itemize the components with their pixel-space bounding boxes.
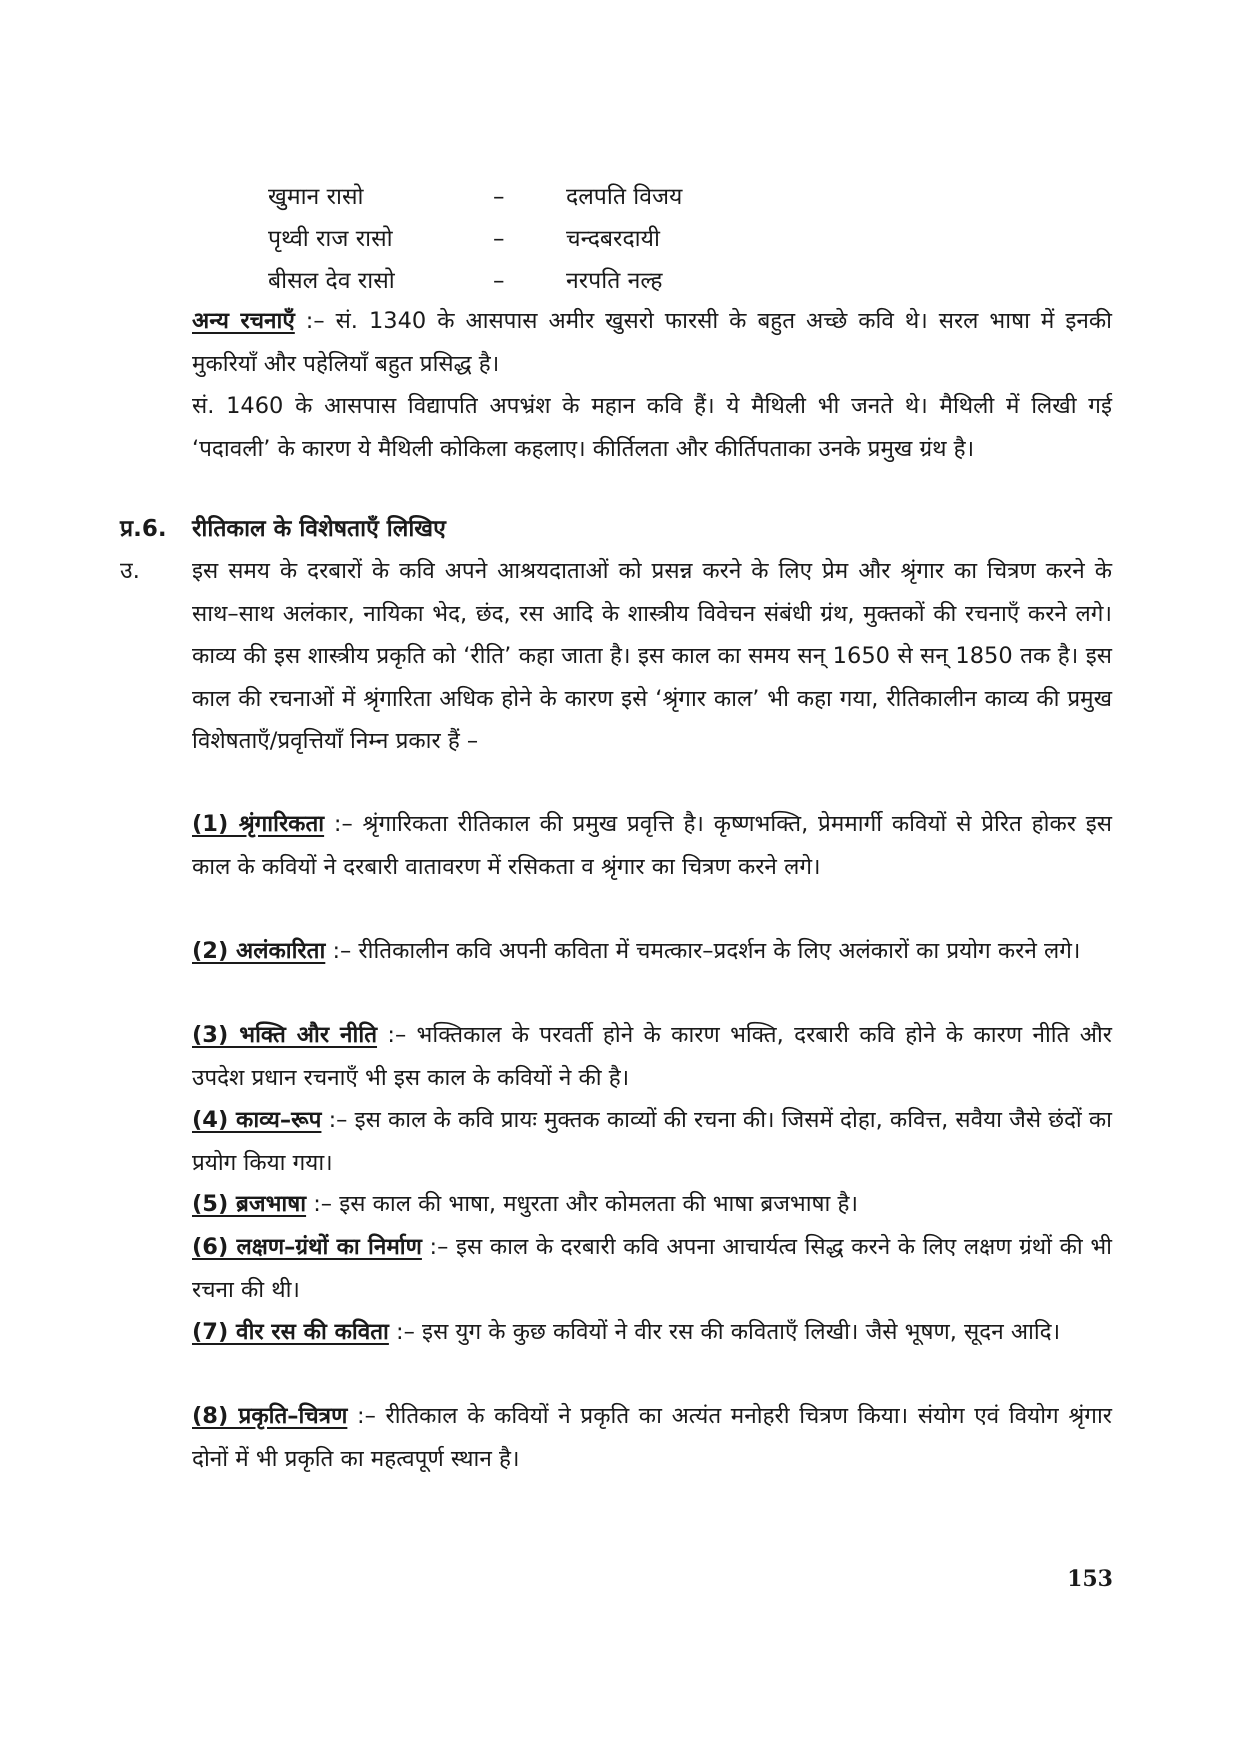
feature-heading: (1) श्रृंगारिकता — [192, 811, 325, 837]
section-heading: अन्य रचनाएँ — [192, 308, 295, 334]
feature-text: :– इस काल के कवि प्रायः मुक्तक काव्यों की रचना की। जिसमें दोहा, कवित्त, सवैया जैसे छंदों का प्रयोग किया गया। — [192, 1107, 1113, 1176]
feature-item — [192, 1014, 1112, 1099]
work-title: बीसल देव रासो — [268, 268, 395, 294]
feature-item — [192, 930, 1112, 973]
other-works-paragraph — [192, 300, 1112, 385]
dash-separator: – — [493, 226, 505, 252]
feature-item — [192, 1183, 1112, 1226]
poet-name: दलपति विजय — [566, 184, 683, 210]
page-number: 153 — [1067, 1566, 1113, 1592]
feature-item — [192, 803, 1112, 888]
feature-heading: (2) अलंकारिता — [192, 938, 326, 964]
feature-heading: (5) ब्रजभाषा — [192, 1191, 307, 1217]
list-item — [268, 260, 868, 302]
feature-heading: (8) प्रकृति–चित्रण — [192, 1403, 348, 1429]
list-item — [268, 176, 868, 218]
work-title: खुमान रासो — [268, 184, 364, 210]
feature-item — [192, 1311, 1112, 1354]
feature-heading: (6) लक्षण–ग्रंथों का निर्माण — [192, 1234, 422, 1260]
feature-text: :– इस काल के दरबारी कवि अपना आचार्यत्व सिद्ध करने के लिए लक्षण ग्रंथों की भी रचना की थी। — [192, 1234, 1113, 1303]
dash-separator: – — [493, 184, 505, 210]
question-label: प्र.6. — [120, 516, 167, 542]
feature-item — [192, 1226, 1112, 1311]
answer-intro — [192, 550, 1112, 763]
feature-text: :– रीतिकालीन कवि अपनी कविता में चमत्कार–प्रदर्शन के लिए अलंकारों का प्रयोग करने लगे। — [325, 938, 1081, 964]
feature-item — [192, 1395, 1112, 1480]
answer-label: उ. — [120, 558, 140, 584]
feature-heading: (7) वीर रस की कविता — [192, 1319, 389, 1345]
feature-text: :– श्रृंगारिकता रीतिकाल की प्रमुख प्रवृत्ति है। कृष्णभक्ति, प्रेममार्गी कवियों से प्रेरित होकर इस काल के कवियों ने दरबारी वातावरण में रसिकता व श्रृंगार का चित्रण करने लगे। — [192, 811, 1112, 880]
paragraph-text: सं. 1460 के आसपास विद्यापति अपभ्रंश के महान कवि हैं। ये मैथिली भी जनते थे। मैथिली में लिखी गई ‘पदावली’ के कारण ये मैथिली कोकिला कहलाए। कीर्तिलता और कीर्तिपताका उनके प्रमुख ग्रंथ है। — [192, 393, 1112, 462]
feature-text: :– इस काल की भाषा, मधुरता और कोमलता की भाषा ब्रजभाषा है। — [306, 1191, 859, 1217]
paragraph-text: :– सं. 1340 के आसपास अमीर खुसरो फारसी के बहुत अच्छे कवि थे। सरल भाषा में इनकी मुकरियाँ और पहेलियाँ बहुत प्रसिद्ध है। — [192, 308, 1112, 377]
feature-text: :– इस युग के कुछ कवियों ने वीर रस की कविताएँ लिखी। जैसे भूषण, सूदन आदि। — [388, 1319, 1061, 1345]
feature-item — [192, 1099, 1112, 1184]
feature-text: :– भक्तिकाल के परवर्ती होने के कारण भक्ति, दरबारी कवि होने के कारण नीति और उपदेश प्रधान रचनाएँ भी इस काल के कवियों ने की है। — [192, 1022, 1112, 1091]
poet-name: नरपति नल्ह — [566, 268, 663, 294]
raso-author-list — [268, 176, 868, 302]
feature-heading: (3) भक्ति और नीति — [192, 1022, 378, 1048]
poet-name: चन्दबरदायी — [566, 226, 660, 252]
work-title: पृथ्वी राज रासो — [268, 226, 393, 252]
feature-heading: (4) काव्य–रूप — [192, 1107, 322, 1133]
vidyapati-paragraph — [192, 385, 1112, 470]
question-text: रीतिकाल के विशेषताएँ लिखिए — [192, 516, 446, 542]
paragraph-text: इस समय के दरबारों के कवि अपने आश्रयदाताओं को प्रसन्न करने के लिए प्रेम और श्रृंगार का चित्रण करने के साथ–साथ अलंकार, नायिका भेद, छंद, रस आदि के शास्त्रीय विवेचन संबंधी ग्रंथ, मुक्तकों की रचनाएँ करने लगे। काव्य की इस शास्त्रीय प्रकृति को ‘रीति’ कहा जाता है। इस काल का समय सन् 1650 से सन् 1850 तक है। इस काल की रचनाओं में श्रृंगारिता अधिक होने के कारण इसे ‘श्रृंगार काल’ भी कहा गया, रीतिकालीन काव्य की प्रमुख विशेषताएँ/प्रवृत्तियाँ निम्न प्रकार हैं – — [192, 558, 1112, 754]
dash-separator: – — [493, 268, 505, 294]
list-item — [268, 218, 868, 260]
feature-text: :– रीतिकाल के कवियों ने प्रकृति का अत्यंत मनोहरी चित्रण किया। संयोग एवं वियोग श्रृंगार दोनों में भी प्रकृति का महत्वपूर्ण स्थान है। — [192, 1403, 1113, 1472]
